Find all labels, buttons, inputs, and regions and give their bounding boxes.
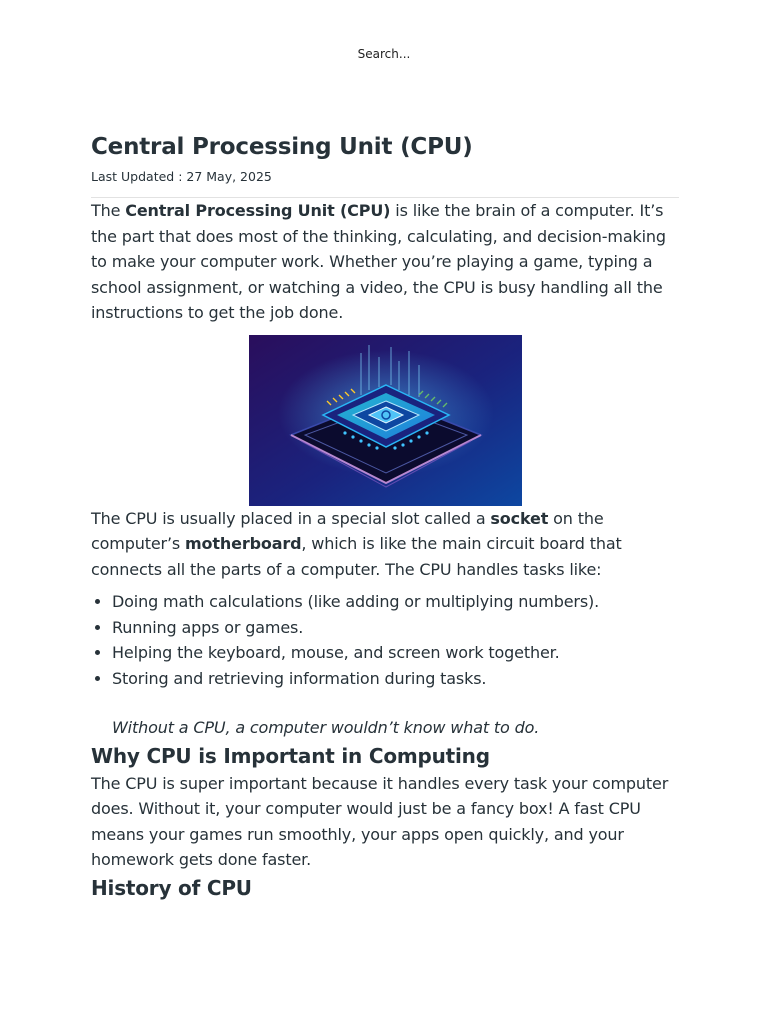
task-list: [91, 589, 679, 691]
socket-bold: socket: [490, 508, 549, 528]
article: [91, 130, 679, 903]
section-heading-history: History of CPU: [91, 875, 252, 900]
list-item: • Helping the keyboard, mouse, and screen work together.: [112, 640, 679, 666]
intro-bold: Central Processing Unit (CPU): [125, 201, 391, 220]
search-placeholder: Search...: [357, 47, 411, 61]
article-title: Central Processing Unit (CPU): [91, 134, 473, 160]
last-updated: Last Updated : 27 May, 2025: [91, 169, 272, 184]
section-heading-importance: Why CPU is Important in Computing: [91, 743, 490, 768]
socket-paragraph: [91, 506, 679, 583]
importance-paragraph: The CPU is super important because it handles every task your computer does. Without it, your computer would just be a fancy box! A fast CPU means your games run smoothly, your apps open quickly, and your homework gets done faster.: [91, 773, 669, 869]
intro-paragraph: [91, 198, 679, 326]
list-item: • Running apps or games.: [112, 615, 679, 641]
list-item: • Doing math calculations (like adding or multiplying numbers).: [112, 589, 679, 615]
cpu-chip-image: [249, 335, 522, 506]
italic-note: Without a CPU, a computer wouldn’t know what to do.: [112, 718, 540, 737]
socket-text-post: , which is like the main circuit board that connects all the parts of a computer. The CPU handles tasks like:: [91, 534, 622, 579]
intro-text-post: is like the brain of a computer. It’s the part that does most of the thinking, calculating, and decision-making to make your computer work. Whether you’re playing a game, typing a school assignment, or watching a video, the CPU is busy handling all the instructions to get the job done.: [91, 201, 666, 322]
list-item: • Storing and retrieving information during tasks.: [112, 666, 679, 692]
search-input[interactable]: [0, 47, 768, 61]
socket-text-pre: The CPU is usually placed in a special slot called a: [91, 508, 491, 528]
motherboard-bold: motherboard: [185, 534, 302, 553]
intro-text-pre: The: [91, 201, 126, 220]
socket-text-mid: on the computer’s: [91, 508, 604, 553]
